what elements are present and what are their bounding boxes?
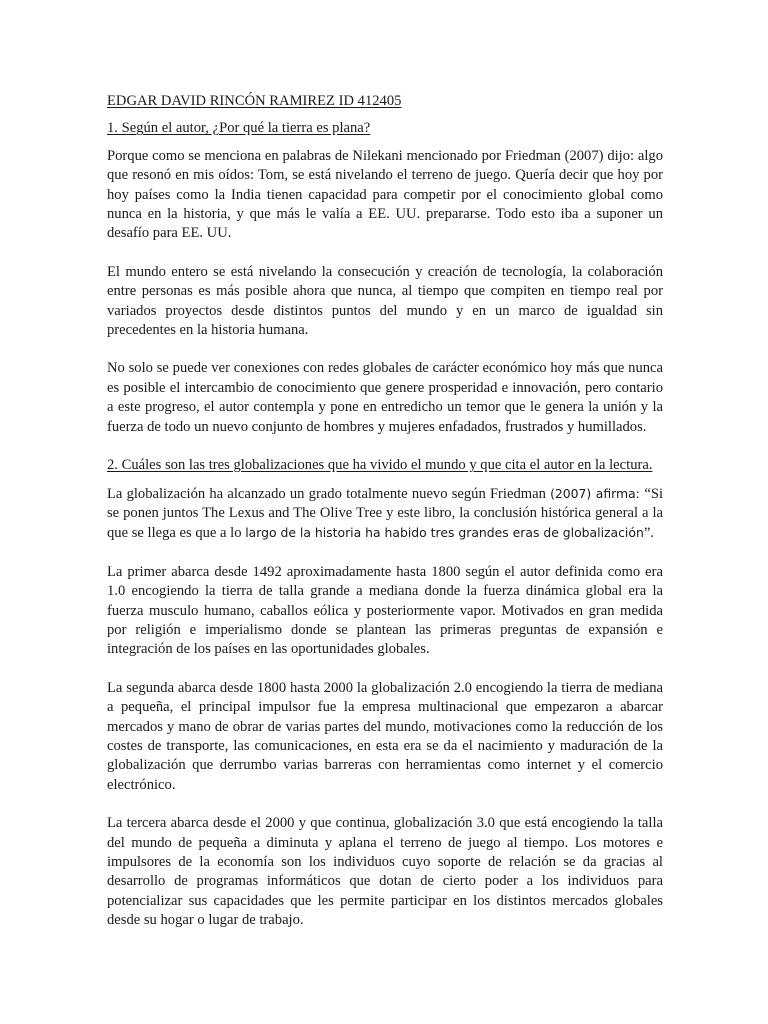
intro-closing-quote: ”.	[643, 525, 654, 542]
answer-2-paragraph-3: La tercera abarca desde el 2000 y que continua, globalización 3.0 que está encogiendo la talla del mundo de pequeña a diminuta y aplana el terreno de juego al tiempo. Los motores e impulsores de la economía son los individuos cuyo soporte de relación se da gracias al desarrollo de programas informáticos que dotan de cierto poder a los individuos para potencializar sus capacidades que les permite participar en los distintos mercados globales desde su hogar o lugar de trabajo.	[107, 815, 663, 929]
intro-quote-end: largo de la historia ha habido tres grandes eras de globalización	[245, 525, 644, 541]
question-2-heading: 2. Cuáles son las tres globalizaciones que ha vivido el mundo y que cita el autor en la lectura.	[107, 457, 653, 474]
answer-1-paragraph-1: Porque como se menciona en palabras de Nilekani mencionado por Friedman (2007) dijo: algo que resonó en mis oídos: Tom, se está nivelando el terreno de juego. Quería decir que hoy por hoy países como la India tienen capacidad para competir por el conocimiento global como nunca en la historia, y que más le valía a EE. UU. prepararse. Todo esto iba a suponer un desafío para EE. UU.	[107, 147, 663, 242]
answer-1-paragraph-2: El mundo entero se está nivelando la consecución y creación de tecnología, la colaboración entre personas es más posible ahora que nunca, al tiempo que compiten en tiempo real por variados proyectos desde distintos puntos del mundo y en un marco de igualdad sin precedentes en la historia humana.	[107, 263, 663, 339]
answer-2-paragraph-2: La segunda abarca desde 1800 hasta 2000 la globalización 2.0 encogiendo la tierra de mediana a pequeña, el principal impulsor fue la empresa multinacional que empezaron a abarcar mercados y mano de obrar de varias partes del mundo, motivaciones como la reducción de los costes de transporte, las comunicaciones, en esta era se da el nacimiento y maduración de la globalización que derrumbo varias barreras con herramientas como internet y el comercio electrónico.	[107, 679, 663, 793]
answer-2-paragraph-1: La primer abarca desde 1492 aproximadamente hasta 1800 según el autor definida como era 1.0 encogiendo la tierra de talla grande a mediana donde la fuerza dinámica global era la fuerza musculo humano, caballos eólica y posteriormente vapor. Motivados en gran medida por religión e imperialismo donde se plantean las primeras preguntas de expansión e integración de los países en las oportunidades globales.	[107, 563, 663, 658]
intro-citation: (2007) afirma:	[550, 485, 645, 501]
author-line: EDGAR DAVID RINCÓN RAMIREZ ID 412405	[107, 93, 402, 109]
answer-1-paragraph-3: No solo se puede ver conexiones con redes globales de carácter económico hoy más que nunca es posible el intercambio de conocimiento que genere prosperidad e innovación, pero contario a este progreso, el autor contempla y pone en entredicho un temor que le genera la unión y la fuerza de todo un nuevo conjunto de hombres y mujeres enfadados, frustrados y humillados.	[107, 360, 663, 435]
answer-2-intro	[107, 484, 663, 544]
intro-text-a: La globalización ha alcanzado un grado totalmente nuevo según Friedman	[107, 485, 551, 502]
intro-quote-start: “Si se ponen juntos The Lexus and The Olive Tree y este libro, la conclusión histórica general a la que se llega es que a lo	[107, 485, 663, 542]
question-1-heading: 1. Según el autor, ¿Por qué la tierra es plana?	[107, 120, 371, 137]
document-page	[107, 92, 663, 950]
